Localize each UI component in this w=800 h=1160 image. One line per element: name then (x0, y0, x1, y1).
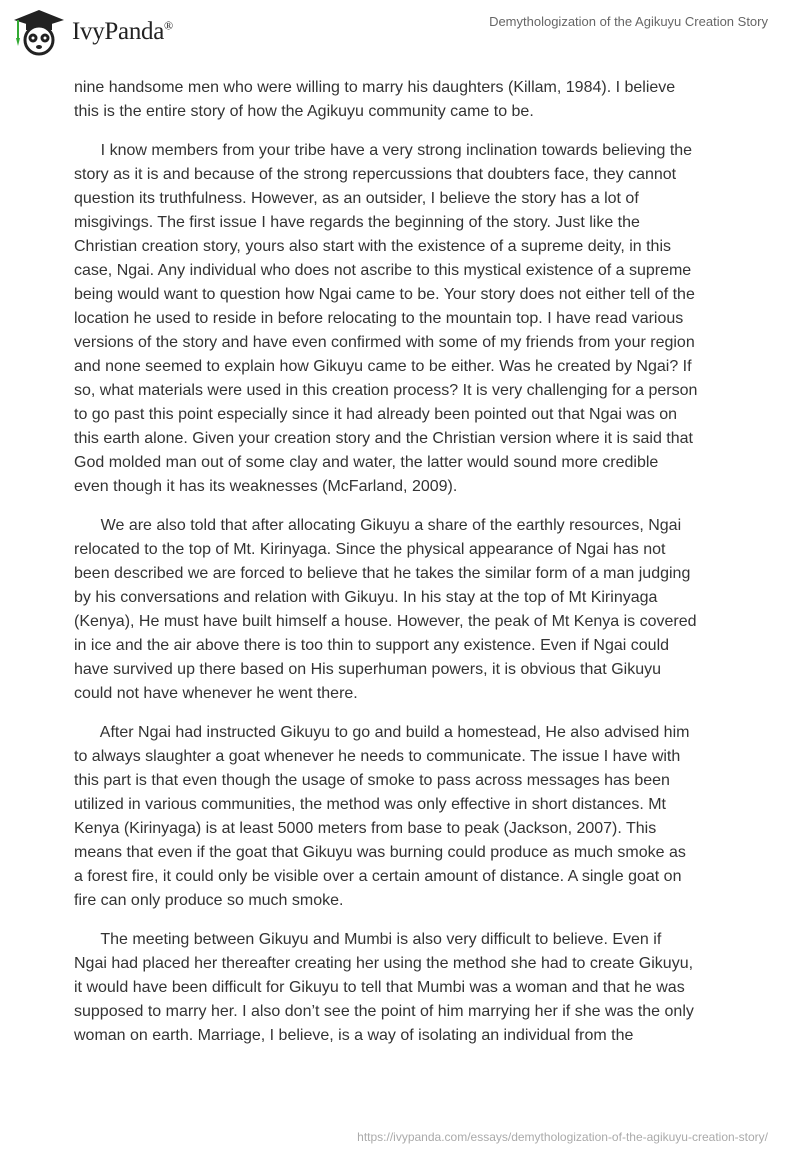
page-header (0, 0, 800, 60)
text-line: location he used to reside in before relocating to the mountain top. I have read various (74, 310, 684, 327)
ivypanda-logo[interactable] (12, 8, 173, 56)
text-line: relocated to the top of Mt. Kirinyaga. Since the physical appearance of Ngai has not (74, 541, 666, 558)
text-line: fire can only produce so much smoke. (74, 892, 344, 909)
text-line: this part is that even though the usage of smoke to pass across messages has been (74, 772, 670, 789)
text-line: in ice and the air above there is too thin to support any existence. Even if Ngai could (74, 637, 670, 654)
essay-body (74, 76, 754, 1063)
registered-mark: ® (164, 18, 173, 33)
paragraph (74, 928, 754, 1048)
text-line: After Ngai had instructed Gikuyu to go and build a homestead, He also advised him (74, 724, 690, 741)
text-line: question its truthfulness. However, as an outsider, I believe the story has a lot of (74, 190, 639, 207)
text-line: Christian creation story, yours also start with the existence of a supreme deity, in this (74, 238, 671, 255)
text-line: could not have whenever he went there. (74, 685, 358, 702)
text-line: God molded man out of some clay and water, the latter would sound more credible (74, 454, 659, 471)
logo-text: IvyPanda (72, 18, 165, 45)
paragraph (74, 76, 754, 124)
document-title: Demythologization of the Agikuyu Creation Story (489, 14, 768, 29)
text-line: this earth alone. Given your creation story and the Christian version where it is said that (74, 430, 693, 447)
text-line: to go past this point especially since it had already been pointed out that Ngai was on (74, 406, 678, 423)
source-url-link[interactable]: https://ivypanda.com/essays/demythologization-of-the-agikuyu-creation-story/ (357, 1130, 768, 1144)
text-line: I know members from your tribe have a very strong inclination towards believing the (74, 142, 693, 159)
text-line: Ngai had placed her thereafter creating her using the method she had to create Gikuyu, (74, 955, 694, 972)
text-line: means that even if the goat that Gikuyu was burning could produce as much smoke as (74, 844, 686, 861)
text-line: versions of the story and have even confirmed with some of my friends from your region (74, 334, 695, 351)
text-line: supposed to marry her. I also don’t see the point of him marrying her if she was the only (74, 1003, 694, 1020)
text-line: been described we are forced to believe that he takes the similar form of a man judging (74, 565, 691, 582)
text-line: have survived up there based on His superhuman powers, it is obvious that Gikuyu (74, 661, 661, 678)
text-line: We are also told that after allocating Gikuyu a share of the earthly resources, Ngai (74, 517, 682, 534)
paragraph (74, 139, 754, 499)
text-line: Kenya (Kirinyaga) is at least 5000 meters from base to peak (Jackson, 2007). This (74, 820, 657, 837)
text-line: story as it is and because of the strong repercussions that doubters face, they cannot (74, 166, 677, 183)
text-line: so, what materials were used in this creation process? It is very challenging for a person (74, 382, 698, 399)
text-line: a forest fire, it could only be visible over a certain amount of distance. A single goat on (74, 868, 682, 885)
text-line: even though it has its weaknesses (McFarland, 2009). (74, 478, 458, 495)
text-line: this is the entire story of how the Agikuyu community came to be. (74, 103, 534, 120)
text-line: and none seemed to explain how Gikuyu came to be either. Was he created by Ngai? If (74, 358, 692, 375)
panda-graduate-icon (12, 8, 66, 56)
paragraph (74, 514, 754, 706)
text-line: it would have been difficult for Gikuyu to tell that Mumbi was a woman and that he was (74, 979, 685, 996)
paragraph (74, 721, 754, 913)
text-line: being would want to question how Ngai came to be. Your story does not either tell of the (74, 286, 695, 303)
text-line: woman on earth. Marriage, I believe, is a way of isolating an individual from the (74, 1027, 634, 1044)
text-line: to always slaughter a goat whenever he needs to communicate. The issue I have with (74, 748, 681, 765)
text-line: nine handsome men who were willing to marry his daughters (Killam, 1984). I believe (74, 79, 676, 96)
text-line: (Kenya), He must have built himself a house. However, the peak of Mt Kenya is covered (74, 613, 697, 630)
text-line: case, Ngai. Any individual who does not ascribe to this mystical existence of a supreme (74, 262, 692, 279)
text-line: by his conversations and relation with Gikuyu. In his stay at the top of Mt Kirinyaga (74, 589, 658, 606)
text-line: utilized in various communities, the method was only effective in short distances. Mt (74, 796, 666, 813)
text-line: misgivings. The first issue I have regards the beginning of the story. Just like the (74, 214, 640, 231)
text-line: The meeting between Gikuyu and Mumbi is also very difficult to believe. Even if (74, 931, 662, 948)
